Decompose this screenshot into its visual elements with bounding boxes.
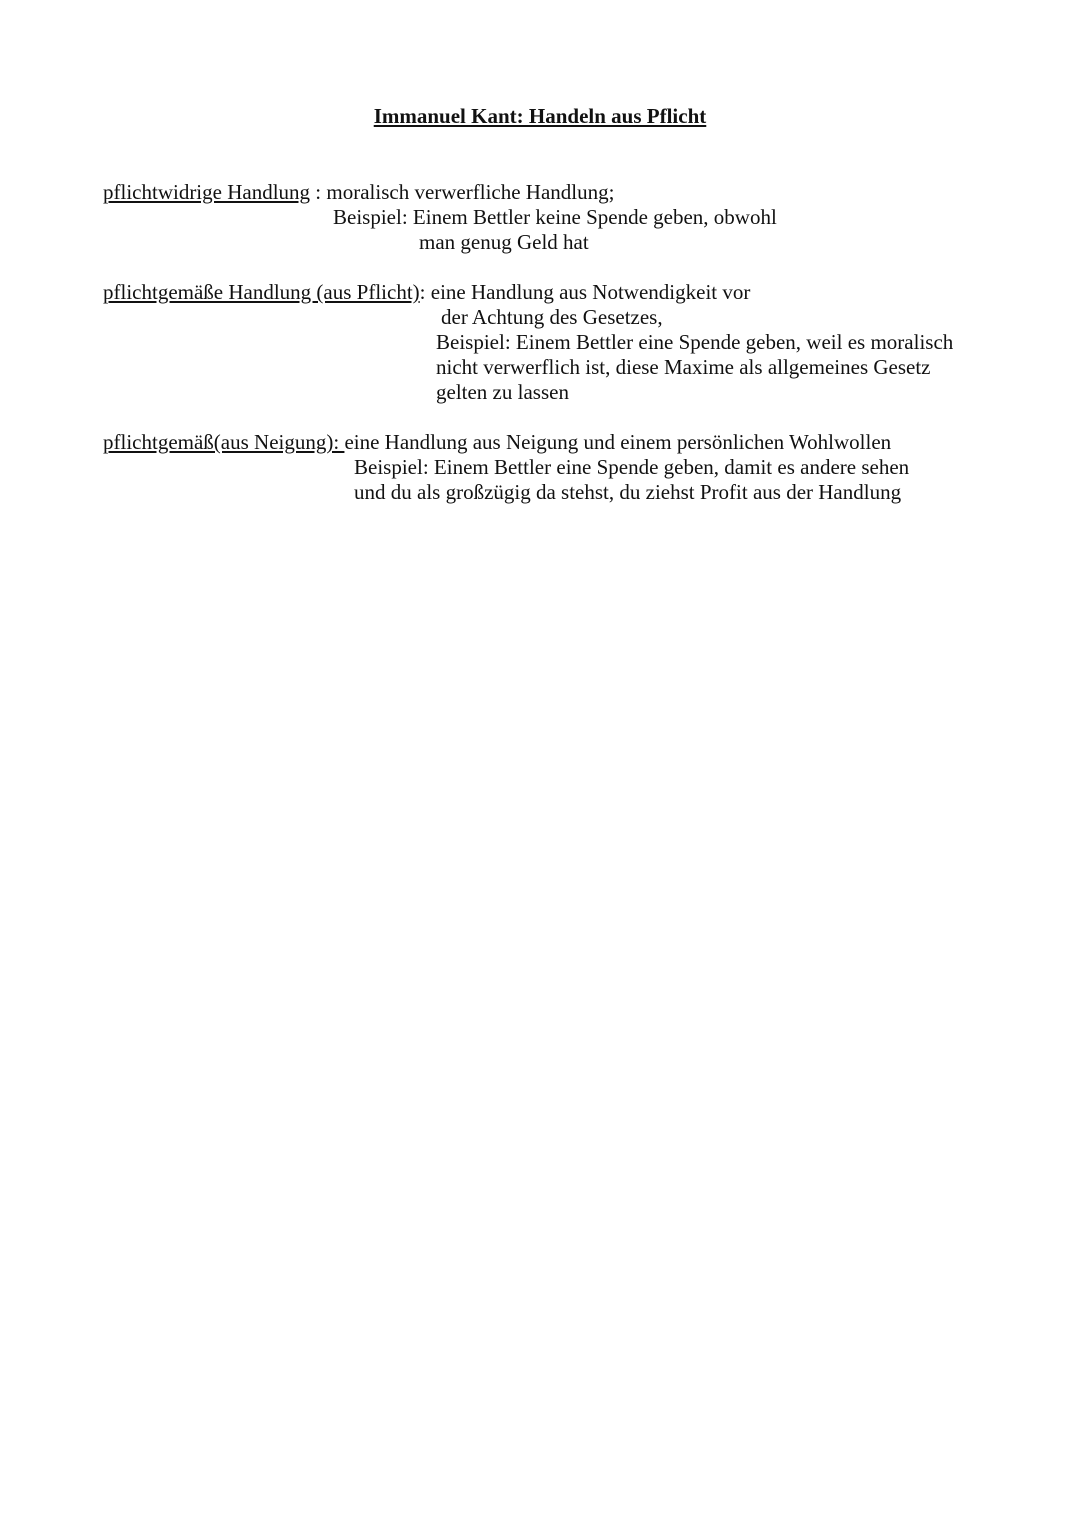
example-line: man genug Geld hat	[419, 230, 589, 254]
example-line: Beispiel: Einem Bettler eine Spende geben, damit es andere sehen	[354, 455, 910, 479]
term-separator: :	[310, 180, 327, 204]
example-line: Beispiel: Einem Bettler eine Spende geben, weil es moralisch	[436, 330, 954, 354]
term-label: pflichtwidrige Handlung	[103, 180, 311, 204]
definition-line	[103, 180, 614, 205]
term-label: pflichtgemäß(aus Neigung):	[103, 430, 345, 454]
definition-line	[103, 430, 891, 455]
definition-line: der Achtung des Gesetzes,	[441, 305, 663, 329]
definition-text: eine Handlung aus Neigung und einem persönlichen Wohlwollen	[344, 430, 892, 454]
definition-line	[103, 280, 750, 305]
example-line: nicht verwerflich ist, diese Maxime als allgemeines Gesetz	[436, 355, 931, 379]
term-label: pflichtgemäße Handlung (aus Pflicht)	[103, 280, 420, 304]
example-line: und du als großzügig da stehst, du ziehst Profit aus der Handlung	[354, 480, 902, 504]
definition-text: eine Handlung aus Notwendigkeit vor	[430, 280, 751, 304]
example-line: Beispiel: Einem Bettler keine Spende geben, obwohl	[333, 205, 777, 229]
example-line: gelten zu lassen	[436, 380, 569, 404]
definition-text: moralisch verwerfliche Handlung;	[326, 180, 615, 204]
term-separator: :	[419, 280, 431, 304]
page-title: Immanuel Kant: Handeln aus Pflicht	[373, 104, 707, 128]
